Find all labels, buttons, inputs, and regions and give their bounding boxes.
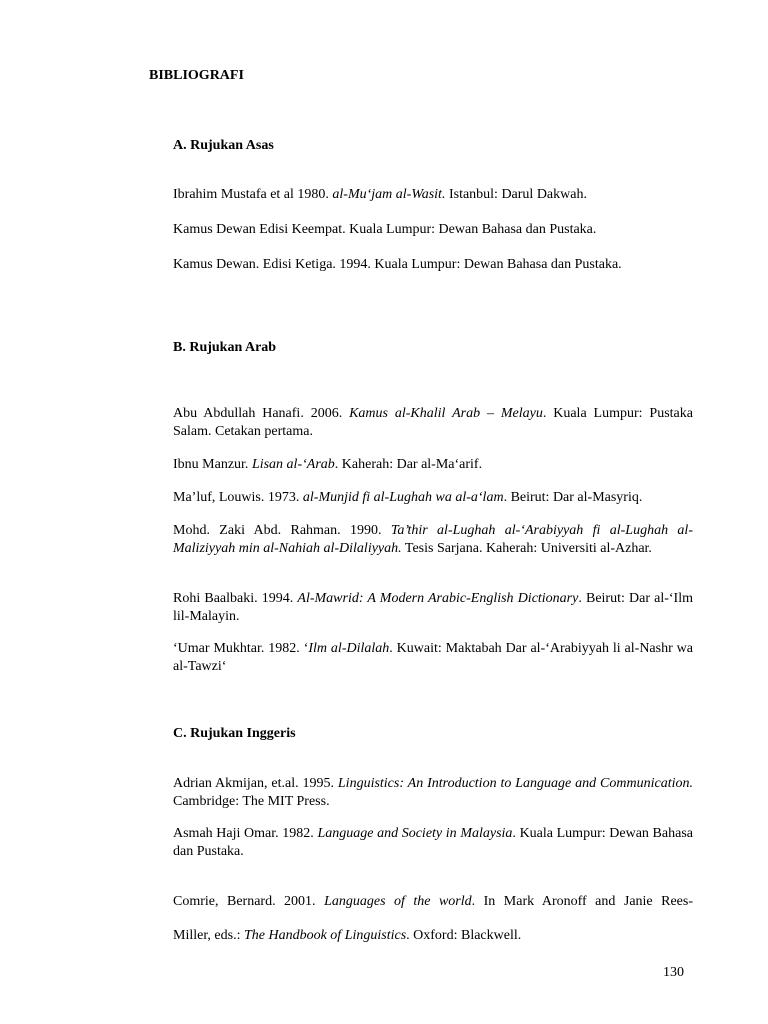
section-b-heading: B. Rujukan Arab [173,340,277,355]
reference-entry: ‘Umar Mukhtar. 1982. ‘Ilm al-Dilalah. Kuwait: Maktabah Dar al-‘Arabiyyah li al-Nashr wa al-Tawzi‘ [173,641,693,674]
page-title: BIBLIOGRAFI [149,68,244,83]
reference-entry: Rohi Baalbaki. 1994. Al-Mawrid: A Modern Arabic-English Dictionary. Beirut: Dar al-‘Ilm lil-Malayin. [173,591,693,624]
reference-entry: Kamus Dewan. Edisi Ketiga. 1994. Kuala Lumpur: Dewan Bahasa dan Pustaka. [173,257,622,272]
section-c-heading: C. Rujukan Inggeris [173,726,296,741]
reference-entry-line: Comrie, Bernard. 2001. Languages of the world. In Mark Aronoff and Janie Rees- [173,894,693,909]
reference-entry: Adrian Akmijan, et.al. 1995. Linguistics: An Introduction to Language and Communication. Cambridge: The MIT Press. [173,776,693,809]
reference-entry: Ibrahim Mustafa et al 1980. al-Mu‘jam al-Wasit. Istanbul: Darul Dakwah. [173,187,587,202]
reference-entry: Ma’luf, Louwis. 1973. al-Munjid fi al-Lughah wa al-a‘lam. Beirut: Dar al-Masyriq. [173,490,643,505]
reference-entry: Abu Abdullah Hanafi. 2006. Kamus al-Khalil Arab – Melayu. Kuala Lumpur: Pustaka Salam. Cetakan pertama. [173,406,693,439]
reference-entry-line: Miller, eds.: The Handbook of Linguistics. Oxford: Blackwell. [173,928,522,943]
section-a-heading: A. Rujukan Asas [173,138,274,153]
reference-entry: Kamus Dewan Edisi Keempat. Kuala Lumpur: Dewan Bahasa dan Pustaka. [173,222,597,237]
page-number: 130 [663,965,684,980]
reference-entry: Asmah Haji Omar. 1982. Language and Society in Malaysia. Kuala Lumpur: Dewan Bahasa dan Pustaka. [173,826,693,859]
reference-entry: Ibnu Manzur. Lisan al-‘Arab. Kaherah: Dar al-Ma‘arif. [173,457,483,472]
reference-entry: Mohd. Zaki Abd. Rahman. 1990. Ta’thir al-Lughah al-‘Arabiyyah fi al-Lughah al-Maliziyyah min al-Nahiah al-Dilaliyyah. Tesis Sarjana. Kaherah: Universiti al-Azhar. [173,523,693,556]
